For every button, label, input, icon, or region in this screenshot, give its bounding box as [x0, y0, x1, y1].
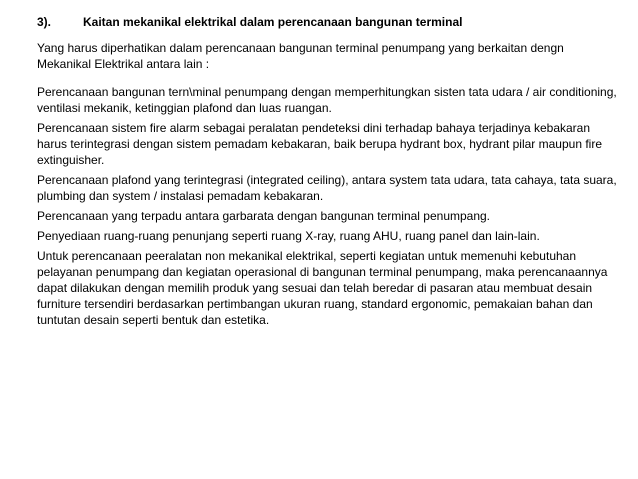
paragraph-item: Untuk perencanaan peeralatan non mekanikal elektrikal, seperti kegiatan untuk memenuhi kebutuhan pelayanan penumpang dan kegiatan operasional di bangunan terminal penumpang, maka perencanaannya dapat dilakukan dengan memilih produk yang sesuai dan telah beredar di pasaran atau membuat desain furniture tersendiri berdasarkan pertimbangan ukuran ruang, standard ergonomic, pemakaian bahan dan tuntutan desain seperti bentuk dan estetika.	[37, 249, 608, 327]
document-page	[37, 14, 617, 332]
section-number: 3).	[37, 15, 52, 29]
intro-paragraph: Yang harus diperhatikan dalam perencanaan bangunan terminal penumpang yang berkaitan dengn Mekanikal Elektrikal antara lain :	[37, 41, 564, 71]
paragraph-item: Perencanaan yang terpadu antara garbarata dengan bangunan terminal penumpang.	[37, 209, 491, 223]
paragraph-item: Perencanaan bangunan tern\minal penumpang dengan memperhitungkan sisten tata udara / air conditioning, ventilasi mekanik, ketinggian plafond dan luas ruangan.	[37, 85, 617, 115]
paragraph-item: Perencanaan sistem fire alarm sebagai peralatan pendeteksi dini terhadap bahaya terjadinya kebakaran harus terintegrasi dengan sistem pemadam kebakaran, baik berupa hydrant box, hydrant pilar maupun fire extinguisher.	[37, 121, 602, 167]
section-heading	[37, 14, 617, 30]
paragraph-item: Penyediaan ruang-ruang penunjang seperti ruang X-ray, ruang AHU, ruang panel dan lain-lain.	[37, 229, 540, 243]
section-title: Kaitan mekanikal elektrikal dalam perencanaan bangunan terminal	[83, 15, 463, 29]
paragraph-item: Perencanaan plafond yang terintegrasi (integrated ceiling), antara system tata udara, tata cahaya, tata suara, plumbing dan system / instalasi pemadam kebakaran.	[37, 173, 617, 203]
